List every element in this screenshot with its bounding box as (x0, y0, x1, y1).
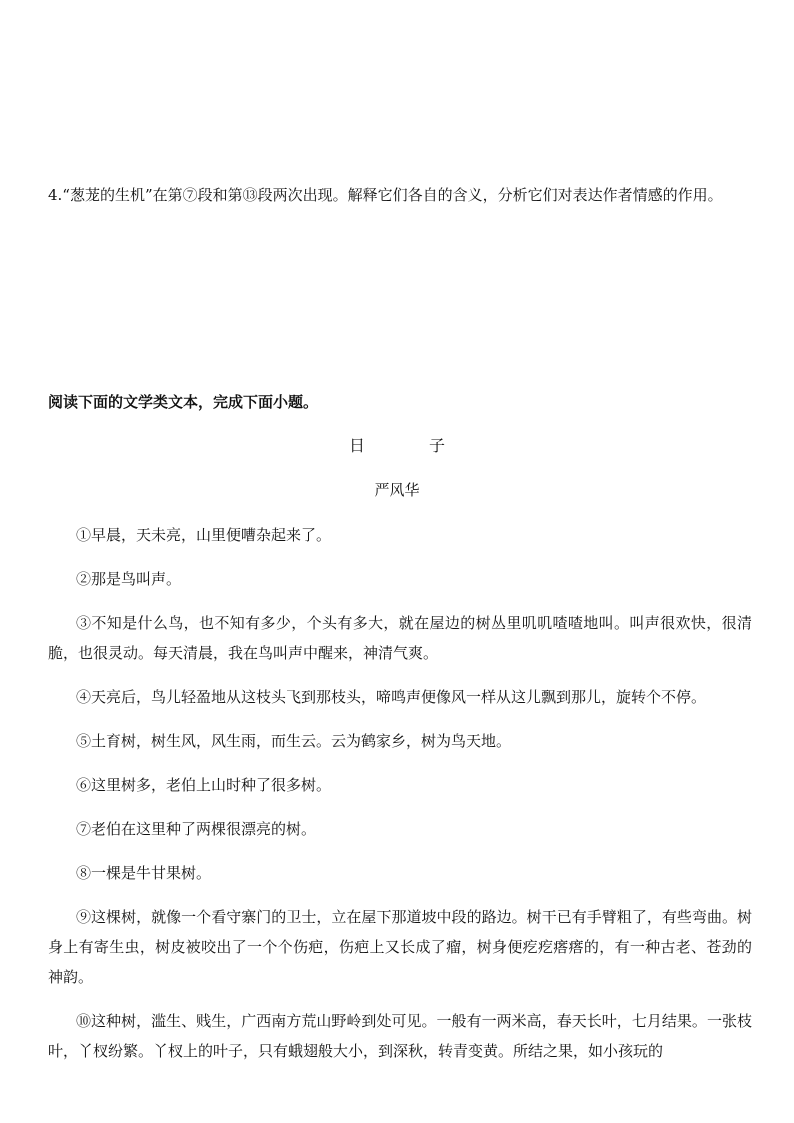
paragraph-2: ②那是鸟叫声。 (76, 570, 182, 588)
paragraph-10: ⑩这种树，滥生、贱生，广西南方荒山野岭到处可见。一般有一两米高，春天长叶，七月结果。一张枝叶，丫杈纷繁。丫杈上的叶子，只有蛾翅般大小，到深秋，转青变黄。所结之果，如小孩玩的 (48, 1012, 752, 1060)
question-4: 4.“葱茏的生机”在第⑦段和第⑬段两次出现。解释它们各自的含义，分析它们对表达作者情感的作用。 (48, 186, 723, 204)
article-author: 严风华 (374, 481, 420, 499)
paragraph-6: ⑥这里树多，老伯上山时种了很多树。 (76, 776, 332, 794)
paragraph-7: ⑦老伯在这里种了两棵很漂亮的树。 (76, 820, 317, 838)
article-title: 日子 (348, 436, 509, 455)
paragraph-9: ⑨这棵树，就像一个看守寨门的卫士，立在屋下那道坡中段的路边。树干已有手臂粗了，有些弯曲。树身上有寄生虫，树皮被咬出了一个个伤疤，伤疤上又长成了瘤，树身便疙疙瘩瘩的，有一种古老、苍劲的神韵。 (48, 908, 752, 986)
reading-instruction: 阅读下面的文学类文本，完成下面小题。 (48, 393, 319, 411)
paragraph-5: ⑤土育树，树生风，风生雨，而生云。云为鹤家乡，树为鸟天地。 (76, 732, 512, 750)
paragraph-3: ③不知是什么鸟，也不知有多少，个头有多大，就在屋边的树丛里叽叽喳喳地叫。叫声很欢快，很清脆，也很灵动。每天清晨，我在鸟叫声中醒来，神清气爽。 (48, 614, 752, 662)
paragraph-4: ④天亮后，鸟儿轻盈地从这枝头飞到那枝头，啼鸣声便像风一样从这儿飘到那儿，旋转个不停。 (76, 688, 707, 706)
paragraph-8: ⑧一棵是牛甘果树。 (76, 864, 212, 882)
article-body (48, 520, 752, 1080)
paragraph-1: ①早晨，天未亮，山里便嘈杂起来了。 (76, 526, 332, 544)
